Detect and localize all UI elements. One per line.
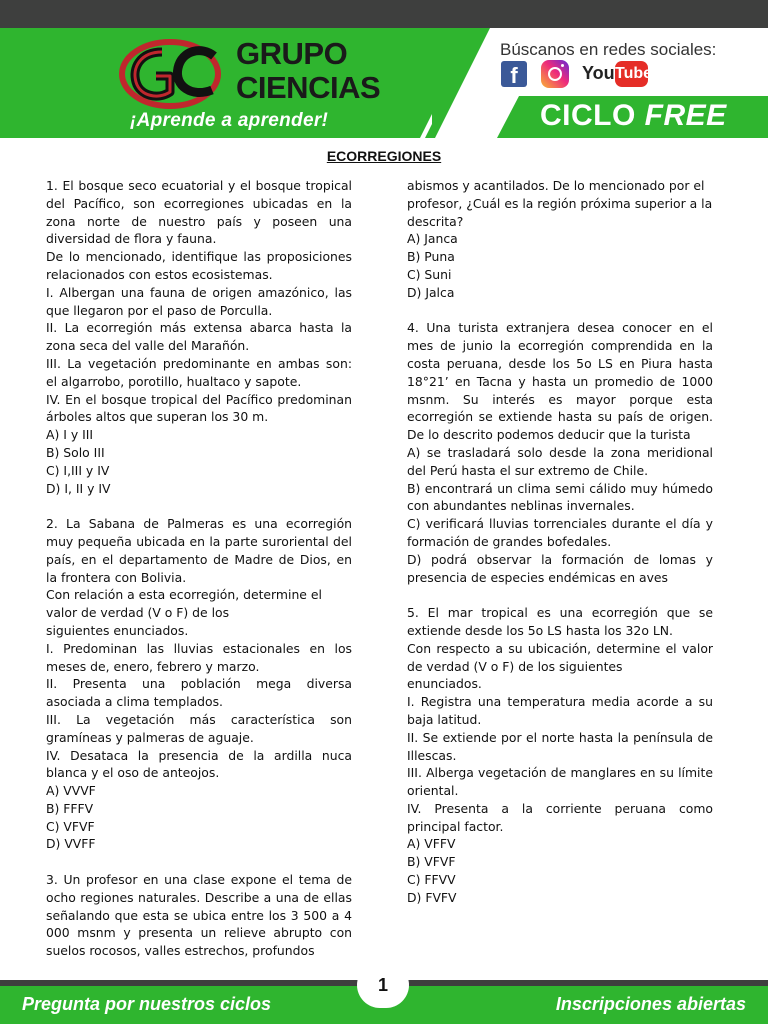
question-1-option: B) Solo III: [46, 444, 105, 460]
spacer: [46, 497, 352, 515]
social-title: Búscanos en redes sociales:: [500, 40, 717, 59]
question-1-option: C) I,III y IV: [46, 462, 110, 478]
question-2-statement: IV. Desataca la presencia de la ardilla nuca blanca y el oso de anteojos.: [46, 747, 352, 781]
question-5-statement: III. Alberga vegetación de manglares en su límite oriental.: [407, 765, 713, 799]
brand-name-line1: GRUPO: [236, 36, 348, 71]
question-3-option: B) Puna: [407, 249, 455, 265]
question-2-statement: I. Predominan las lluvias estacionales en los meses de, enero, febrero y marzo.: [46, 640, 352, 674]
question-5-statement: IV. Presenta a la corriente peruana como principal factor.: [407, 800, 713, 834]
youtube-icon[interactable]: [582, 61, 653, 89]
question-4-option: A) se trasladará solo desde la zona meridional del Perú hasta el sur extremo de Chile.: [407, 444, 713, 478]
question-1-statement: III. La vegetación predominante en ambas son: el algarrobo, porotillo, hualtaco y sapote.: [46, 355, 352, 389]
question-2-option: B) FFFV: [46, 800, 94, 816]
brand-name-line2: CIENCIAS: [236, 70, 381, 105]
question-5-statement: I. Registra una temperatura media acorde a su baja latitud.: [407, 694, 713, 727]
question-2-option: C) VFVF: [46, 818, 95, 834]
page-number: 1: [357, 962, 409, 1008]
question-1-option: A) I y III: [46, 427, 94, 443]
spacer: [407, 586, 713, 604]
youtube-you-text: You: [582, 63, 615, 83]
question-5-option: B) VFVF: [407, 854, 456, 870]
brand-logo: [118, 34, 381, 114]
question-2-statement: III. La vegetación más característica son gramíneas y palmeras de aguaje.: [46, 711, 352, 745]
question-5-stem: 5. El mar tropical es una ecorregión que se extiende desde los 5o LS hasta los 32o LN.: [407, 605, 713, 638]
question-5-instruction: Con respecto a su ubicación, determine el valor de verdad (V o F) de los siguientes: [407, 640, 713, 674]
instagram-icon[interactable]: [541, 60, 569, 88]
question-1-statement: II. La ecorregión más extensa abarca hasta la zona seca del valle del Marañón.: [46, 320, 352, 354]
question-1-statement: I. Albergan una fauna de origen amazónico, las que llegaron por el paso de Porculla.: [46, 284, 352, 318]
question-3-option: A) Janca: [407, 231, 458, 247]
question-2-option: D) VVFF: [46, 836, 96, 852]
free-word: FREE: [644, 99, 727, 132]
gc-monogram-icon: [118, 34, 226, 112]
question-3-option: C) Suni: [407, 266, 452, 282]
question-2-instruction: siguientes enunciados.: [46, 622, 189, 638]
question-4-option: C) verificará lluvias torrenciales durante el día y formación de grandes bofedales.: [407, 516, 713, 549]
question-3-option: D) Jalca: [407, 284, 455, 300]
footer-left-text: Pregunta por nuestros ciclos: [22, 994, 272, 1014]
question-5-option: D) FVFV: [407, 889, 457, 905]
ciclo-free-label: [540, 99, 727, 133]
footer-right-text: Inscripciones abiertas: [555, 994, 746, 1014]
left-column: [46, 177, 352, 960]
question-2-statement: II. Presenta una población mega diversa asociada a clima templados.: [46, 676, 352, 710]
spacer: [46, 853, 352, 871]
ciclo-word: CICLO: [540, 99, 636, 132]
question-5-option: C) FFVV: [407, 872, 456, 888]
question-2-instruction: Con relación a esta ecorregión, determine el valor de verdad (V o F) de los: [46, 587, 322, 621]
question-5-instruction: enunciados.: [407, 676, 482, 692]
question-1-option: D) I, II y IV: [46, 480, 111, 496]
question-5-option: A) VFFV: [407, 836, 456, 852]
question-4-stem: 4. Una turista extranjera desea conocer en el mes de junio la ecorregión comprendida en la costa peruana, desde los 5o LS en Piura hasta 18°21’ en Tacna y hasta un promedio de 1000 msnm. Su interés es mayor porque esta ecorregión se extiende hasta su país de origen. De lo descrito podemos deducir que la turista: [407, 320, 713, 443]
question-2-option: A) VVVF: [46, 783, 96, 799]
question-2-stem: 2. La Sabana de Palmeras es una ecorregión muy pequeña ubicada en la parte suroriental del país, en el departamento de Madre de Dios, en la frontera con Bolivia.: [46, 516, 352, 585]
youtube-tube-text: Tube: [615, 61, 648, 87]
question-1-statement: IV. En el bosque tropical del Pacífico predominan árboles altos que superan los 30 m.: [46, 391, 352, 425]
question-3-stem: 3. Un profesor en una clase expone el tema de ocho regiones naturales. Describe a una de ellas señalando que esta se ubica entre los 3 500 a 4 000 msnm y presenta un relieve abrupto con suelos rocosos, valles estrechos, profundos: [46, 872, 352, 959]
question-4-option: B) encontrará un clima semi cálido muy húmedo con abundantes neblinas invernales.: [407, 480, 713, 514]
question-3-stem-continued: abismos y acantilados. De lo mencionado por el profesor, ¿Cuál es la región próxima superior a la descrita?: [407, 178, 713, 229]
question-5-statement: II. Se extiende por el norte hasta la península de Illescas.: [407, 729, 713, 763]
right-column: [407, 177, 713, 907]
document-title: ECORREGIONES: [326, 148, 442, 164]
facebook-icon[interactable]: f: [501, 61, 527, 87]
question-1-instruction: De lo mencionado, identifique las proposiciones relacionados con estos ecosistemas.: [46, 249, 352, 282]
question-4-option: D) podrá observar la formación de lomas y presencia de especies endémicas en aves: [407, 551, 713, 585]
brand-slogan: ¡Aprende a aprender!: [130, 110, 329, 131]
page-header: [0, 0, 768, 138]
spacer: [407, 302, 713, 320]
question-1-stem: 1. El bosque seco ecuatorial y el bosque tropical del Pacífico, son ecorregiones ubicadas en la zona norte de nuestro país y poseen una diversidad de flora y fauna.: [46, 178, 352, 247]
